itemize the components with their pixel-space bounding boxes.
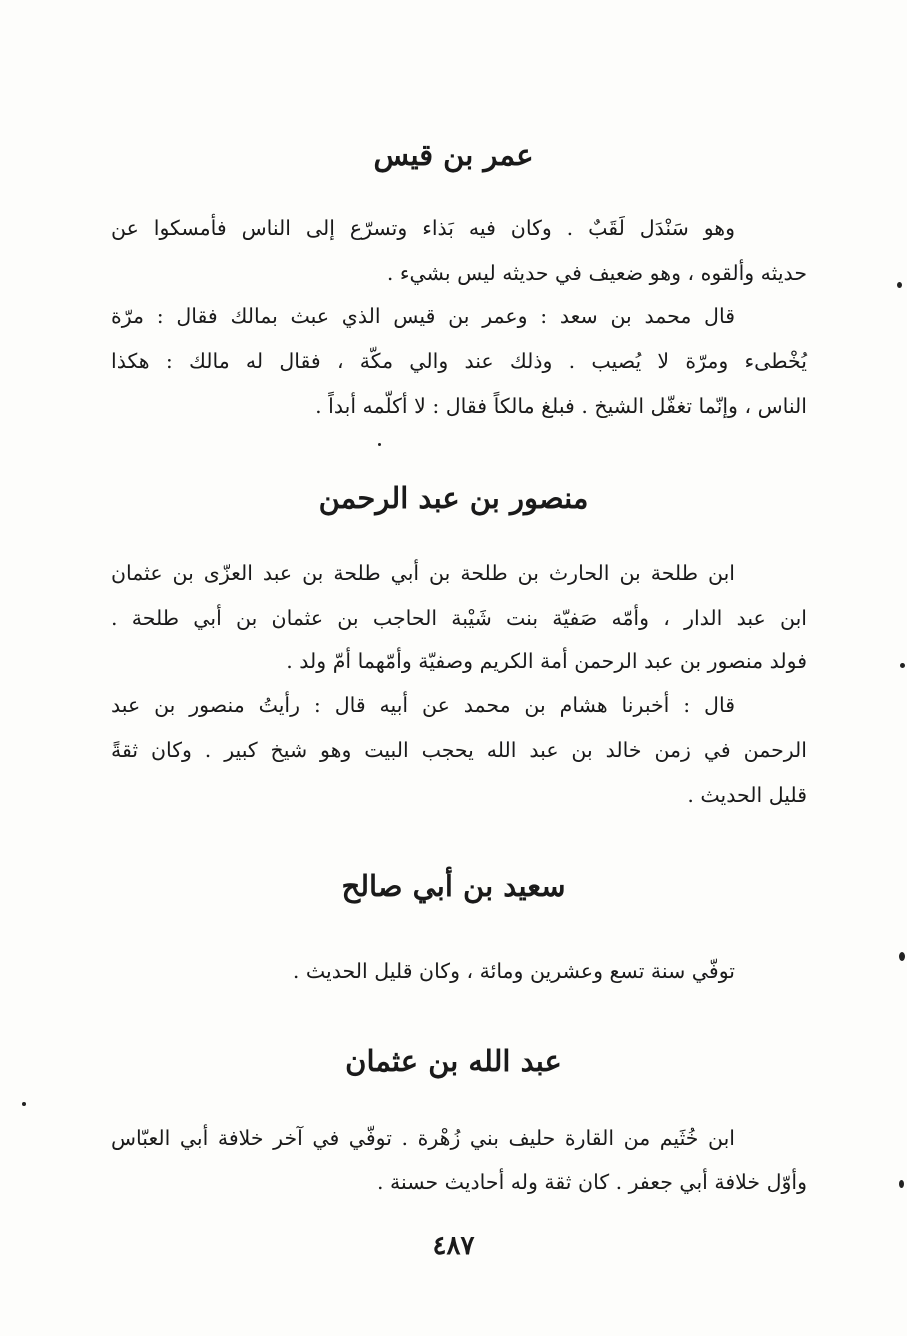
scan-speck	[22, 1102, 26, 1106]
section-2-line-5: الرحمن في زمن خالد بن عبد الله يحجب البيت وهو شيخ كبير . وكان ثقةً	[111, 738, 807, 762]
scan-speck	[900, 663, 905, 668]
section-2-line-4: قال : أخبرنا هشام بن محمد عن أبيه قال : رأيتُ منصور بن عبد	[111, 693, 735, 717]
scan-speck	[897, 282, 902, 288]
section-2-line-2: ابن عبد الدار ، وأمّه صَفيّة بنت شَيْبة الحاجب بن عثمان بن أبي طلحة .	[111, 606, 807, 630]
page-number: ٤٨٧	[432, 1231, 475, 1261]
section-title-umar-ibn-qays: عمر بن قيس	[373, 138, 534, 172]
scan-speck	[899, 1180, 904, 1188]
section-4-line-1: ابن خُثَيم من القارة حليف بني زُهْرة . توفّي في آخر خلافة أبي العبّاس	[111, 1126, 735, 1150]
section-title-said-ibn-abi-salih: سعيد بن أبي صالح	[341, 869, 566, 903]
section-1-line-5: الناس ، وإنّما تغفّل الشيخ . فبلغ مالكاً فقال : لا أكلّمه أبداً .	[315, 394, 807, 418]
section-3-line-1: توفّي سنة تسع وعشرين ومائة ، وكان قليل الحديث .	[292, 959, 735, 983]
scan-speck	[899, 952, 905, 961]
section-2-line-6: قليل الحديث .	[687, 783, 807, 807]
section-1-line-4: يُخْطىء ومرّة لا يُصيب . وذلك عند والي مكّة ، فقال له مالك : هكذا	[111, 349, 807, 373]
section-title-abd-allah-ibn-uthman: عبد الله بن عثمان	[345, 1044, 562, 1078]
section-2-line-3: فولد منصور بن عبد الرحمن أمة الكريم وصفيّة وأمّهما أمّ ولد .	[286, 649, 807, 673]
section-title-mansur-ibn-abd-al-rahman: منصور بن عبد الرحمن	[318, 481, 589, 515]
scan-speck	[378, 443, 381, 446]
section-2-line-1: ابن طلحة بن الحارث بن طلحة بن أبي طلحة بن عبد العزّى بن عثمان	[111, 561, 735, 585]
section-1-line-1: وهو سَنْدَل لَقَبٌ . وكان فيه بَذاء وتسرّع إلى الناس فأمسكوا عن	[111, 216, 735, 240]
section-4-line-2: وأوّل خلافة أبي جعفر . كان ثقة وله أحاديث حسنة .	[377, 1170, 807, 1194]
section-1-line-2: حديثه وألقوه ، وهو ضعيف في حديثه ليس بشيء .	[386, 261, 807, 285]
section-1-line-3: قال محمد بن سعد : وعمر بن قيس الذي عبث بمالك فقال : مرّة	[111, 304, 735, 328]
